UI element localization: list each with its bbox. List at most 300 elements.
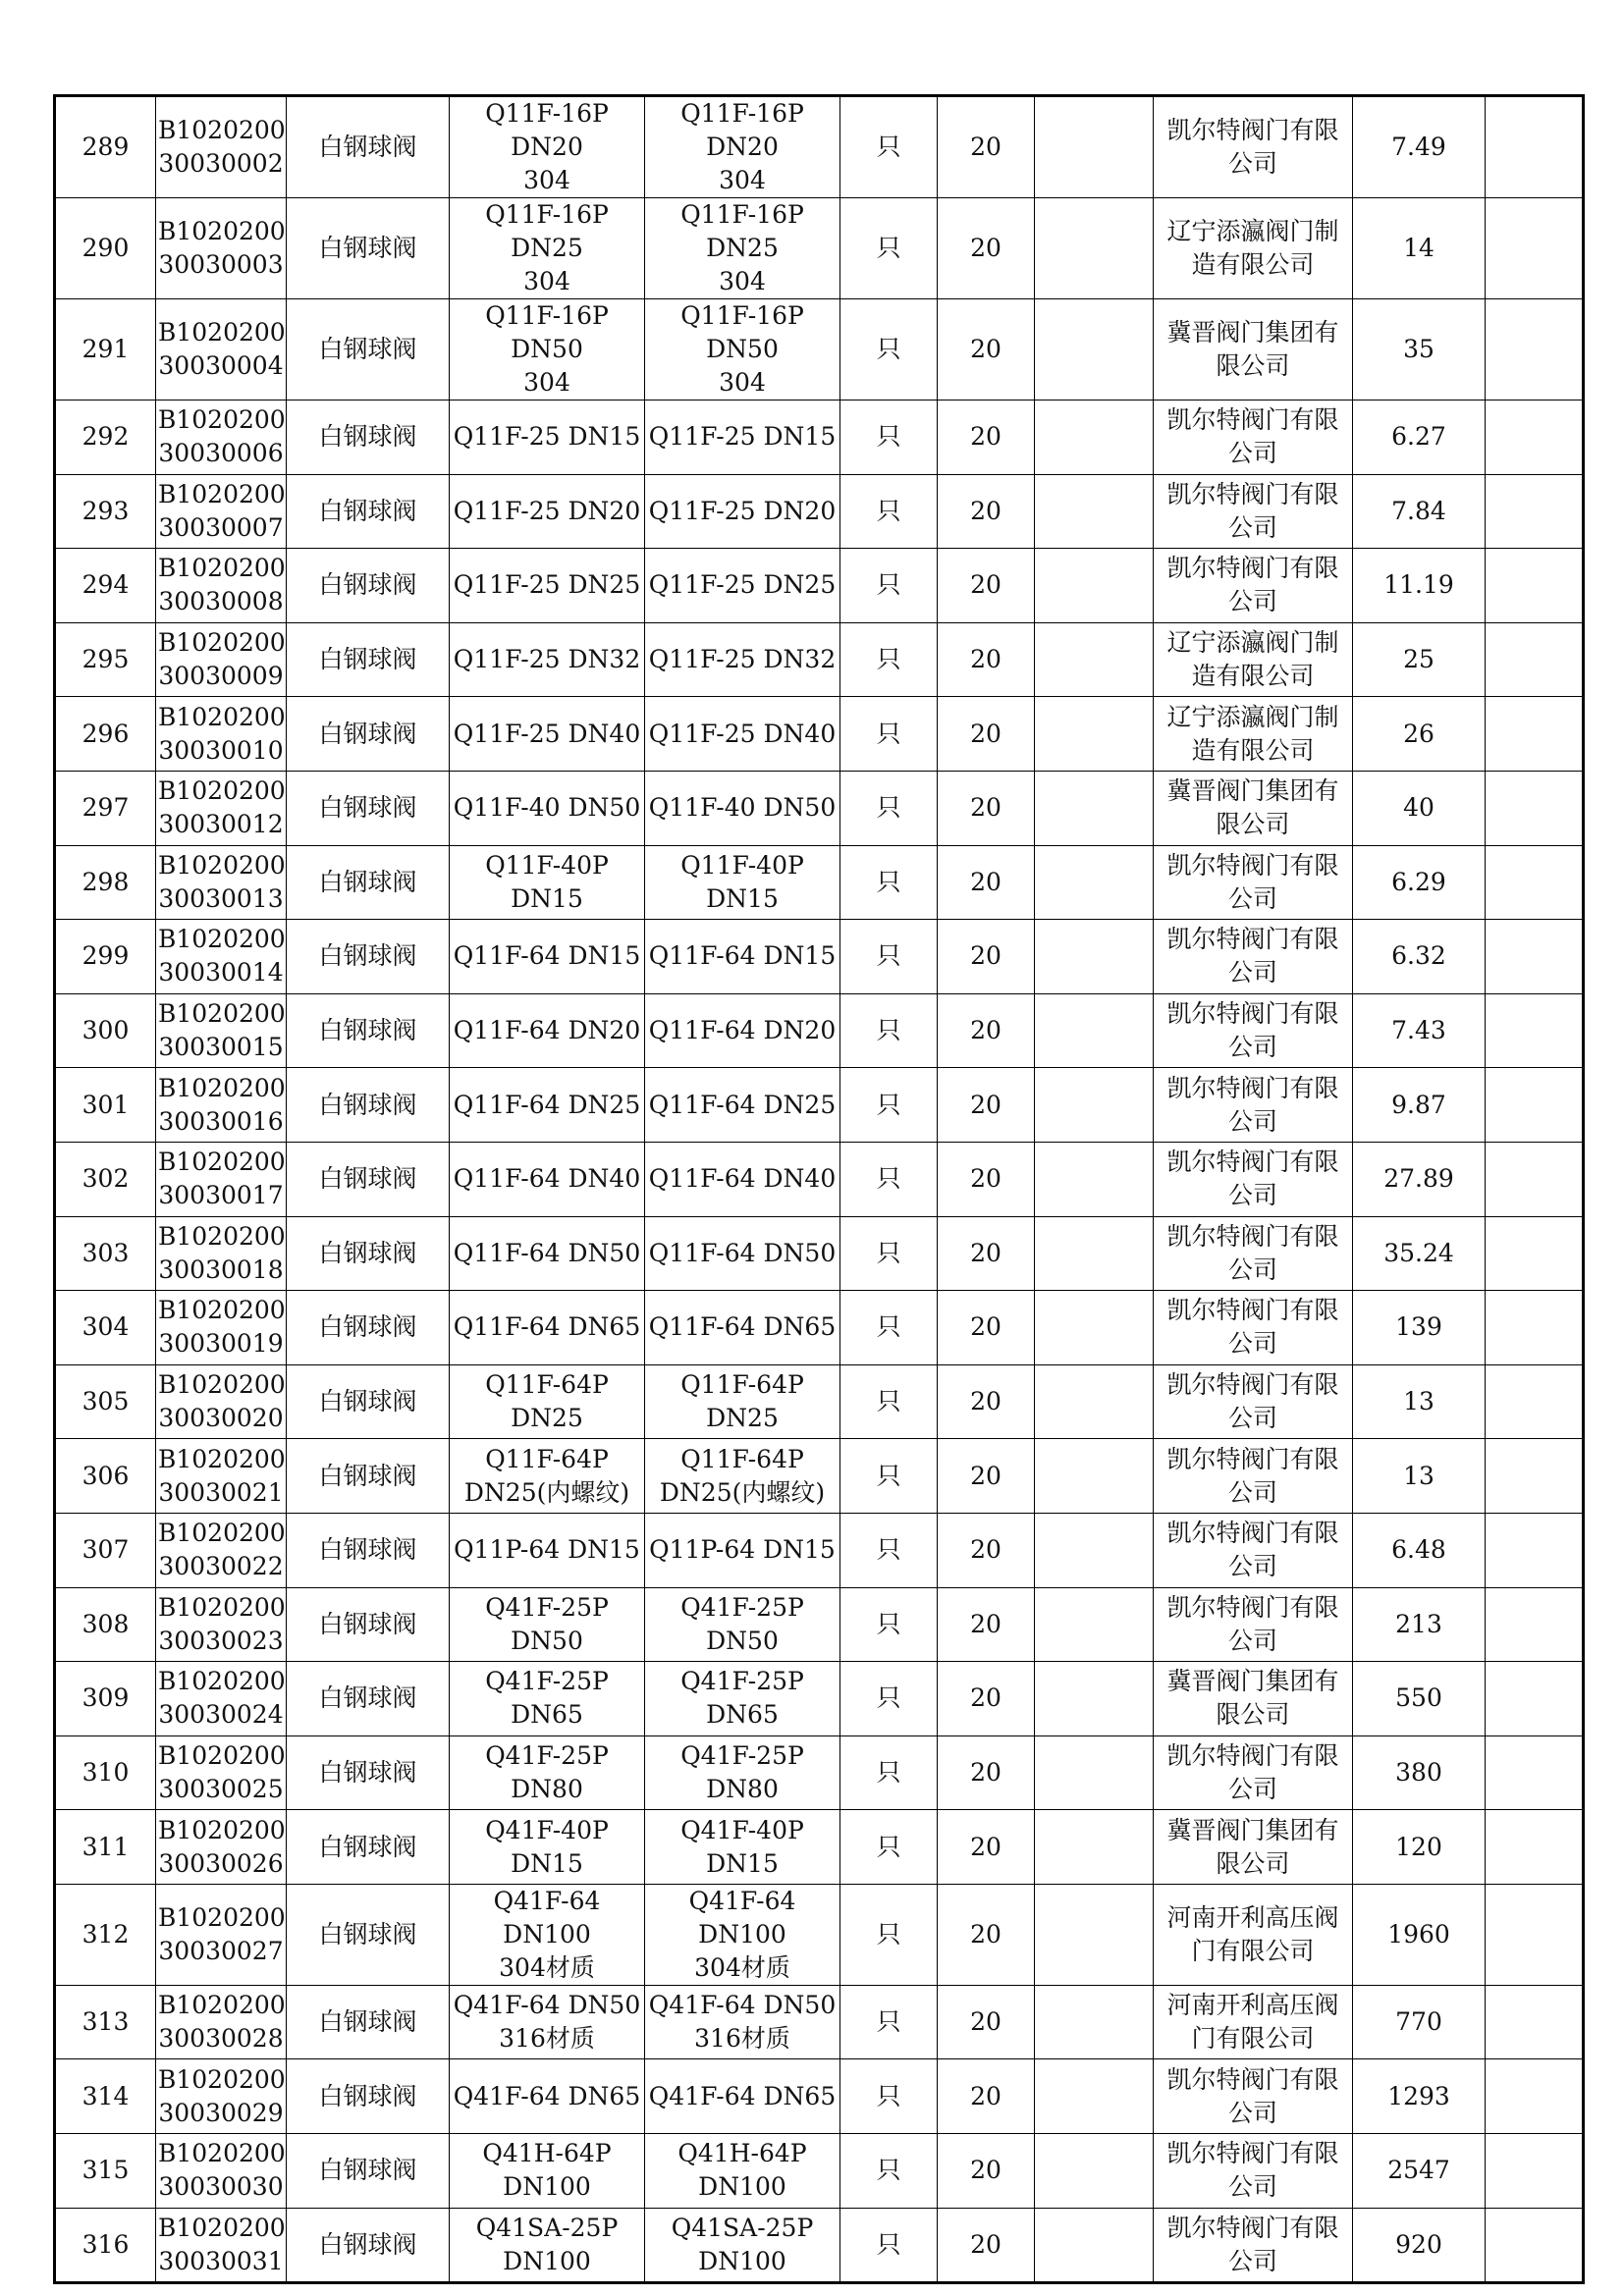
manufacturer: 凯尔特阀门有限 公司 bbox=[1154, 993, 1353, 1068]
material-code: B1020200 30030029 bbox=[156, 2059, 287, 2134]
quantity: 20 bbox=[938, 771, 1035, 845]
unit: 只 bbox=[840, 400, 938, 475]
item-name: 白钢球阀 bbox=[287, 1364, 450, 1439]
table-row bbox=[55, 1513, 1584, 1587]
row-number: 291 bbox=[55, 299, 156, 400]
empty-cell bbox=[1035, 96, 1154, 198]
table-row bbox=[55, 1439, 1584, 1514]
model: Q11F-64P DN25 bbox=[645, 1364, 840, 1439]
empty-cell bbox=[1035, 771, 1154, 845]
unit: 只 bbox=[840, 1662, 938, 1736]
remark bbox=[1486, 198, 1584, 299]
quantity: 20 bbox=[938, 1291, 1035, 1365]
model: Q11F-40P DN15 bbox=[645, 845, 840, 920]
table-row bbox=[55, 1810, 1584, 1885]
remark bbox=[1486, 1068, 1584, 1143]
quantity: 20 bbox=[938, 1587, 1035, 1662]
unit-price: 13 bbox=[1353, 1439, 1486, 1514]
item-name: 白钢球阀 bbox=[287, 993, 450, 1068]
item-name: 白钢球阀 bbox=[287, 1735, 450, 1810]
material-code: B1020200 30030026 bbox=[156, 1810, 287, 1885]
row-number: 297 bbox=[55, 771, 156, 845]
unit: 只 bbox=[840, 1439, 938, 1514]
specification: Q11P-64 DN15 bbox=[450, 1513, 645, 1587]
manufacturer: 冀晋阀门集团有 限公司 bbox=[1154, 1810, 1353, 1885]
empty-cell bbox=[1035, 993, 1154, 1068]
empty-cell bbox=[1035, 2059, 1154, 2134]
model: Q41F-25P DN80 bbox=[645, 1735, 840, 1810]
row-number: 303 bbox=[55, 1216, 156, 1291]
material-code: B1020200 30030004 bbox=[156, 299, 287, 400]
unit: 只 bbox=[840, 1587, 938, 1662]
empty-cell bbox=[1035, 1142, 1154, 1216]
remark bbox=[1486, 1810, 1584, 1885]
row-number: 312 bbox=[55, 1884, 156, 1985]
item-name: 白钢球阀 bbox=[287, 845, 450, 920]
unit-price: 380 bbox=[1353, 1735, 1486, 1810]
table-row bbox=[55, 1142, 1584, 1216]
empty-cell bbox=[1035, 1291, 1154, 1365]
manufacturer: 凯尔特阀门有限 公司 bbox=[1154, 1735, 1353, 1810]
unit: 只 bbox=[840, 1068, 938, 1143]
row-number: 306 bbox=[55, 1439, 156, 1514]
unit-price: 139 bbox=[1353, 1291, 1486, 1365]
remark bbox=[1486, 697, 1584, 772]
item-name: 白钢球阀 bbox=[287, 1662, 450, 1736]
empty-cell bbox=[1035, 1364, 1154, 1439]
empty-cell bbox=[1035, 299, 1154, 400]
specification: Q41F-64 DN100 304材质 bbox=[450, 1884, 645, 1985]
table-row bbox=[55, 96, 1584, 198]
empty-cell bbox=[1035, 622, 1154, 697]
remark bbox=[1486, 400, 1584, 475]
specification: Q11F-16P DN20 304 bbox=[450, 96, 645, 198]
specification: Q41F-25P DN65 bbox=[450, 1662, 645, 1736]
remark bbox=[1486, 1439, 1584, 1514]
unit: 只 bbox=[840, 1513, 938, 1587]
remark bbox=[1486, 771, 1584, 845]
material-code: B1020200 30030006 bbox=[156, 400, 287, 475]
quantity: 20 bbox=[938, 920, 1035, 994]
table-body bbox=[55, 96, 1584, 2283]
quantity: 20 bbox=[938, 549, 1035, 623]
manufacturer: 凯尔特阀门有限 公司 bbox=[1154, 1364, 1353, 1439]
material-code: B1020200 30030003 bbox=[156, 198, 287, 299]
model: Q11P-64 DN15 bbox=[645, 1513, 840, 1587]
specification: Q11F-16P DN50 304 bbox=[450, 299, 645, 400]
unit-price: 213 bbox=[1353, 1587, 1486, 1662]
remark bbox=[1486, 474, 1584, 549]
model: Q11F-64 DN40 bbox=[645, 1142, 840, 1216]
table-row bbox=[55, 1291, 1584, 1365]
model: Q11F-64 DN20 bbox=[645, 993, 840, 1068]
material-code: B1020200 30030016 bbox=[156, 1068, 287, 1143]
manufacturer: 河南开利高压阀 门有限公司 bbox=[1154, 1884, 1353, 1985]
material-code: B1020200 30030002 bbox=[156, 96, 287, 198]
specification: Q11F-25 DN32 bbox=[450, 622, 645, 697]
remark bbox=[1486, 845, 1584, 920]
unit: 只 bbox=[840, 1884, 938, 1985]
table-row bbox=[55, 1884, 1584, 1985]
table-row bbox=[55, 845, 1584, 920]
model: Q41F-64 DN65 bbox=[645, 2059, 840, 2134]
remark bbox=[1486, 549, 1584, 623]
manufacturer: 凯尔特阀门有限 公司 bbox=[1154, 920, 1353, 994]
quantity: 20 bbox=[938, 622, 1035, 697]
manufacturer: 凯尔特阀门有限 公司 bbox=[1154, 474, 1353, 549]
item-name: 白钢球阀 bbox=[287, 1810, 450, 1885]
model: Q11F-25 DN20 bbox=[645, 474, 840, 549]
unit-price: 13 bbox=[1353, 1364, 1486, 1439]
unit: 只 bbox=[840, 549, 938, 623]
manufacturer: 凯尔特阀门有限 公司 bbox=[1154, 1587, 1353, 1662]
table-row bbox=[55, 299, 1584, 400]
item-name: 白钢球阀 bbox=[287, 697, 450, 772]
row-number: 313 bbox=[55, 1985, 156, 2059]
row-number: 307 bbox=[55, 1513, 156, 1587]
model: Q11F-64 DN25 bbox=[645, 1068, 840, 1143]
empty-cell bbox=[1035, 1513, 1154, 1587]
empty-cell bbox=[1035, 1985, 1154, 2059]
material-code: B1020200 30030010 bbox=[156, 697, 287, 772]
table-row bbox=[55, 198, 1584, 299]
empty-cell bbox=[1035, 474, 1154, 549]
model: Q11F-64 DN15 bbox=[645, 920, 840, 994]
manufacturer: 凯尔特阀门有限 公司 bbox=[1154, 400, 1353, 475]
unit-price: 6.48 bbox=[1353, 1513, 1486, 1587]
item-name: 白钢球阀 bbox=[287, 1216, 450, 1291]
row-number: 301 bbox=[55, 1068, 156, 1143]
unit-price: 120 bbox=[1353, 1810, 1486, 1885]
manufacturer: 凯尔特阀门有限 公司 bbox=[1154, 1216, 1353, 1291]
remark bbox=[1486, 1735, 1584, 1810]
row-number: 304 bbox=[55, 1291, 156, 1365]
empty-cell bbox=[1035, 920, 1154, 994]
model: Q41F-64 DN50 316材质 bbox=[645, 1985, 840, 2059]
unit-price: 6.29 bbox=[1353, 845, 1486, 920]
specification: Q11F-25 DN40 bbox=[450, 697, 645, 772]
model: Q11F-25 DN32 bbox=[645, 622, 840, 697]
unit-price: 770 bbox=[1353, 1985, 1486, 2059]
material-code: B1020200 30030015 bbox=[156, 993, 287, 1068]
unit-price: 27.89 bbox=[1353, 1142, 1486, 1216]
material-code: B1020200 30030017 bbox=[156, 1142, 287, 1216]
unit: 只 bbox=[840, 1735, 938, 1810]
unit: 只 bbox=[840, 1142, 938, 1216]
material-code: B1020200 30030008 bbox=[156, 549, 287, 623]
quantity: 20 bbox=[938, 993, 1035, 1068]
empty-cell bbox=[1035, 1068, 1154, 1143]
specification: Q41F-64 DN50 316材质 bbox=[450, 1985, 645, 2059]
table-row bbox=[55, 1068, 1584, 1143]
model: Q41SA-25P DN100 bbox=[645, 2208, 840, 2283]
item-name: 白钢球阀 bbox=[287, 96, 450, 198]
item-name: 白钢球阀 bbox=[287, 400, 450, 475]
empty-cell bbox=[1035, 697, 1154, 772]
table-row bbox=[55, 2134, 1584, 2209]
model: Q11F-64 DN50 bbox=[645, 1216, 840, 1291]
specification: Q11F-40P DN15 bbox=[450, 845, 645, 920]
table-row bbox=[55, 1735, 1584, 1810]
table-row bbox=[55, 1587, 1584, 1662]
remark bbox=[1486, 1587, 1584, 1662]
unit-price: 14 bbox=[1353, 198, 1486, 299]
quantity: 20 bbox=[938, 299, 1035, 400]
quantity: 20 bbox=[938, 1068, 1035, 1143]
remark bbox=[1486, 1985, 1584, 2059]
item-name: 白钢球阀 bbox=[287, 1884, 450, 1985]
empty-cell bbox=[1035, 198, 1154, 299]
specification: Q41SA-25P DN100 bbox=[450, 2208, 645, 2283]
unit-price: 7.43 bbox=[1353, 993, 1486, 1068]
table-row bbox=[55, 1985, 1584, 2059]
quantity: 20 bbox=[938, 2134, 1035, 2209]
specification: Q11F-64 DN65 bbox=[450, 1291, 645, 1365]
row-number: 300 bbox=[55, 993, 156, 1068]
table-row bbox=[55, 1216, 1584, 1291]
material-code: B1020200 30030018 bbox=[156, 1216, 287, 1291]
material-code: B1020200 30030023 bbox=[156, 1587, 287, 1662]
item-name: 白钢球阀 bbox=[287, 1068, 450, 1143]
item-name: 白钢球阀 bbox=[287, 549, 450, 623]
empty-cell bbox=[1035, 2208, 1154, 2283]
unit: 只 bbox=[840, 1985, 938, 2059]
unit-price: 920 bbox=[1353, 2208, 1486, 2283]
model: Q11F-64P DN25(内螺纹) bbox=[645, 1439, 840, 1514]
remark bbox=[1486, 622, 1584, 697]
item-name: 白钢球阀 bbox=[287, 2208, 450, 2283]
quantity: 20 bbox=[938, 1985, 1035, 2059]
manufacturer: 辽宁添瀛阀门制 造有限公司 bbox=[1154, 697, 1353, 772]
row-number: 299 bbox=[55, 920, 156, 994]
item-name: 白钢球阀 bbox=[287, 622, 450, 697]
unit: 只 bbox=[840, 622, 938, 697]
quantity: 20 bbox=[938, 198, 1035, 299]
item-name: 白钢球阀 bbox=[287, 1985, 450, 2059]
quantity: 20 bbox=[938, 2208, 1035, 2283]
manufacturer: 凯尔特阀门有限 公司 bbox=[1154, 1142, 1353, 1216]
row-number: 311 bbox=[55, 1810, 156, 1885]
unit: 只 bbox=[840, 920, 938, 994]
unit: 只 bbox=[840, 1291, 938, 1365]
specification: Q11F-64 DN50 bbox=[450, 1216, 645, 1291]
remark bbox=[1486, 1291, 1584, 1365]
manufacturer: 辽宁添瀛阀门制 造有限公司 bbox=[1154, 622, 1353, 697]
manufacturer: 冀晋阀门集团有 限公司 bbox=[1154, 771, 1353, 845]
price-table bbox=[53, 94, 1585, 2284]
table-row bbox=[55, 474, 1584, 549]
unit: 只 bbox=[840, 1216, 938, 1291]
unit-price: 9.87 bbox=[1353, 1068, 1486, 1143]
manufacturer: 凯尔特阀门有限 公司 bbox=[1154, 2208, 1353, 2283]
manufacturer: 凯尔特阀门有限 公司 bbox=[1154, 549, 1353, 623]
row-number: 316 bbox=[55, 2208, 156, 2283]
unit-price: 26 bbox=[1353, 697, 1486, 772]
material-code: B1020200 30030012 bbox=[156, 771, 287, 845]
item-name: 白钢球阀 bbox=[287, 2134, 450, 2209]
manufacturer: 凯尔特阀门有限 公司 bbox=[1154, 1291, 1353, 1365]
material-code: B1020200 30030013 bbox=[156, 845, 287, 920]
row-number: 315 bbox=[55, 2134, 156, 2209]
remark bbox=[1486, 1513, 1584, 1587]
row-number: 293 bbox=[55, 474, 156, 549]
row-number: 295 bbox=[55, 622, 156, 697]
quantity: 20 bbox=[938, 1513, 1035, 1587]
table-row bbox=[55, 993, 1584, 1068]
remark bbox=[1486, 299, 1584, 400]
empty-cell bbox=[1035, 2134, 1154, 2209]
model: Q11F-40 DN50 bbox=[645, 771, 840, 845]
manufacturer: 凯尔特阀门有限 公司 bbox=[1154, 96, 1353, 198]
manufacturer: 河南开利高压阀 门有限公司 bbox=[1154, 1985, 1353, 2059]
item-name: 白钢球阀 bbox=[287, 1291, 450, 1365]
model: Q41F-25P DN50 bbox=[645, 1587, 840, 1662]
row-number: 305 bbox=[55, 1364, 156, 1439]
material-code: B1020200 30030024 bbox=[156, 1662, 287, 1736]
specification: Q41F-40P DN15 bbox=[450, 1810, 645, 1885]
item-name: 白钢球阀 bbox=[287, 1439, 450, 1514]
unit-price: 6.32 bbox=[1353, 920, 1486, 994]
manufacturer: 凯尔特阀门有限 公司 bbox=[1154, 1068, 1353, 1143]
quantity: 20 bbox=[938, 1884, 1035, 1985]
specification: Q41F-64 DN65 bbox=[450, 2059, 645, 2134]
empty-cell bbox=[1035, 845, 1154, 920]
empty-cell bbox=[1035, 400, 1154, 475]
remark bbox=[1486, 1662, 1584, 1736]
row-number: 314 bbox=[55, 2059, 156, 2134]
row-number: 294 bbox=[55, 549, 156, 623]
quantity: 20 bbox=[938, 1662, 1035, 1736]
model: Q41F-64 DN100 304材质 bbox=[645, 1884, 840, 1985]
unit: 只 bbox=[840, 1810, 938, 1885]
item-name: 白钢球阀 bbox=[287, 1513, 450, 1587]
row-number: 292 bbox=[55, 400, 156, 475]
unit-price: 40 bbox=[1353, 771, 1486, 845]
remark bbox=[1486, 2134, 1584, 2209]
table-row bbox=[55, 697, 1584, 772]
unit-price: 550 bbox=[1353, 1662, 1486, 1736]
table-row bbox=[55, 1364, 1584, 1439]
specification: Q11F-64P DN25(内螺纹) bbox=[450, 1439, 645, 1514]
quantity: 20 bbox=[938, 697, 1035, 772]
unit-price: 35 bbox=[1353, 299, 1486, 400]
material-code: B1020200 30030030 bbox=[156, 2134, 287, 2209]
quantity: 20 bbox=[938, 1439, 1035, 1514]
model: Q11F-25 DN15 bbox=[645, 400, 840, 475]
specification: Q11F-64P DN25 bbox=[450, 1364, 645, 1439]
item-name: 白钢球阀 bbox=[287, 2059, 450, 2134]
table-row bbox=[55, 622, 1584, 697]
model: Q11F-16P DN20 304 bbox=[645, 96, 840, 198]
manufacturer: 凯尔特阀门有限 公司 bbox=[1154, 845, 1353, 920]
table-row bbox=[55, 1662, 1584, 1736]
empty-cell bbox=[1035, 1810, 1154, 1885]
model: Q11F-16P DN50 304 bbox=[645, 299, 840, 400]
row-number: 309 bbox=[55, 1662, 156, 1736]
specification: Q41H-64P DN100 bbox=[450, 2134, 645, 2209]
table-row bbox=[55, 400, 1584, 475]
manufacturer: 凯尔特阀门有限 公司 bbox=[1154, 2059, 1353, 2134]
unit-price: 1960 bbox=[1353, 1884, 1486, 1985]
model: Q41F-40P DN15 bbox=[645, 1810, 840, 1885]
manufacturer: 凯尔特阀门有限 公司 bbox=[1154, 2134, 1353, 2209]
remark bbox=[1486, 1364, 1584, 1439]
material-code: B1020200 30030022 bbox=[156, 1513, 287, 1587]
empty-cell bbox=[1035, 1587, 1154, 1662]
specification: Q11F-64 DN40 bbox=[450, 1142, 645, 1216]
row-number: 302 bbox=[55, 1142, 156, 1216]
unit-price: 1293 bbox=[1353, 2059, 1486, 2134]
model: Q41H-64P DN100 bbox=[645, 2134, 840, 2209]
table-row bbox=[55, 920, 1584, 994]
item-name: 白钢球阀 bbox=[287, 1142, 450, 1216]
material-code: B1020200 30030025 bbox=[156, 1735, 287, 1810]
empty-cell bbox=[1035, 1216, 1154, 1291]
specification: Q11F-16P DN25 304 bbox=[450, 198, 645, 299]
table-row bbox=[55, 2208, 1584, 2283]
material-code: B1020200 30030028 bbox=[156, 1985, 287, 2059]
manufacturer: 辽宁添瀛阀门制 造有限公司 bbox=[1154, 198, 1353, 299]
row-number: 289 bbox=[55, 96, 156, 198]
item-name: 白钢球阀 bbox=[287, 474, 450, 549]
remark bbox=[1486, 1216, 1584, 1291]
material-code: B1020200 30030021 bbox=[156, 1439, 287, 1514]
unit: 只 bbox=[840, 299, 938, 400]
model: Q11F-16P DN25 304 bbox=[645, 198, 840, 299]
material-code: B1020200 30030014 bbox=[156, 920, 287, 994]
material-code: B1020200 30030027 bbox=[156, 1884, 287, 1985]
table-row bbox=[55, 2059, 1584, 2134]
unit-price: 11.19 bbox=[1353, 549, 1486, 623]
empty-cell bbox=[1035, 1735, 1154, 1810]
table-row bbox=[55, 771, 1584, 845]
material-code: B1020200 30030009 bbox=[156, 622, 287, 697]
specification: Q11F-40 DN50 bbox=[450, 771, 645, 845]
unit: 只 bbox=[840, 2134, 938, 2209]
item-name: 白钢球阀 bbox=[287, 771, 450, 845]
item-name: 白钢球阀 bbox=[287, 920, 450, 994]
unit-price: 25 bbox=[1353, 622, 1486, 697]
material-code: B1020200 30030019 bbox=[156, 1291, 287, 1365]
remark bbox=[1486, 1884, 1584, 1985]
remark bbox=[1486, 993, 1584, 1068]
row-number: 310 bbox=[55, 1735, 156, 1810]
row-number: 308 bbox=[55, 1587, 156, 1662]
unit: 只 bbox=[840, 697, 938, 772]
material-code: B1020200 30030020 bbox=[156, 1364, 287, 1439]
remark bbox=[1486, 2059, 1584, 2134]
item-name: 白钢球阀 bbox=[287, 299, 450, 400]
unit-price: 35.24 bbox=[1353, 1216, 1486, 1291]
empty-cell bbox=[1035, 1662, 1154, 1736]
manufacturer: 凯尔特阀门有限 公司 bbox=[1154, 1439, 1353, 1514]
quantity: 20 bbox=[938, 474, 1035, 549]
model: Q11F-25 DN40 bbox=[645, 697, 840, 772]
empty-cell bbox=[1035, 549, 1154, 623]
material-code: B1020200 30030007 bbox=[156, 474, 287, 549]
remark bbox=[1486, 96, 1584, 198]
unit-price: 2547 bbox=[1353, 2134, 1486, 2209]
model: Q41F-25P DN65 bbox=[645, 1662, 840, 1736]
quantity: 20 bbox=[938, 1142, 1035, 1216]
unit: 只 bbox=[840, 2208, 938, 2283]
specification: Q11F-25 DN25 bbox=[450, 549, 645, 623]
quantity: 20 bbox=[938, 1810, 1035, 1885]
specification: Q11F-25 DN15 bbox=[450, 400, 645, 475]
unit: 只 bbox=[840, 845, 938, 920]
table-row bbox=[55, 549, 1584, 623]
quantity: 20 bbox=[938, 1364, 1035, 1439]
